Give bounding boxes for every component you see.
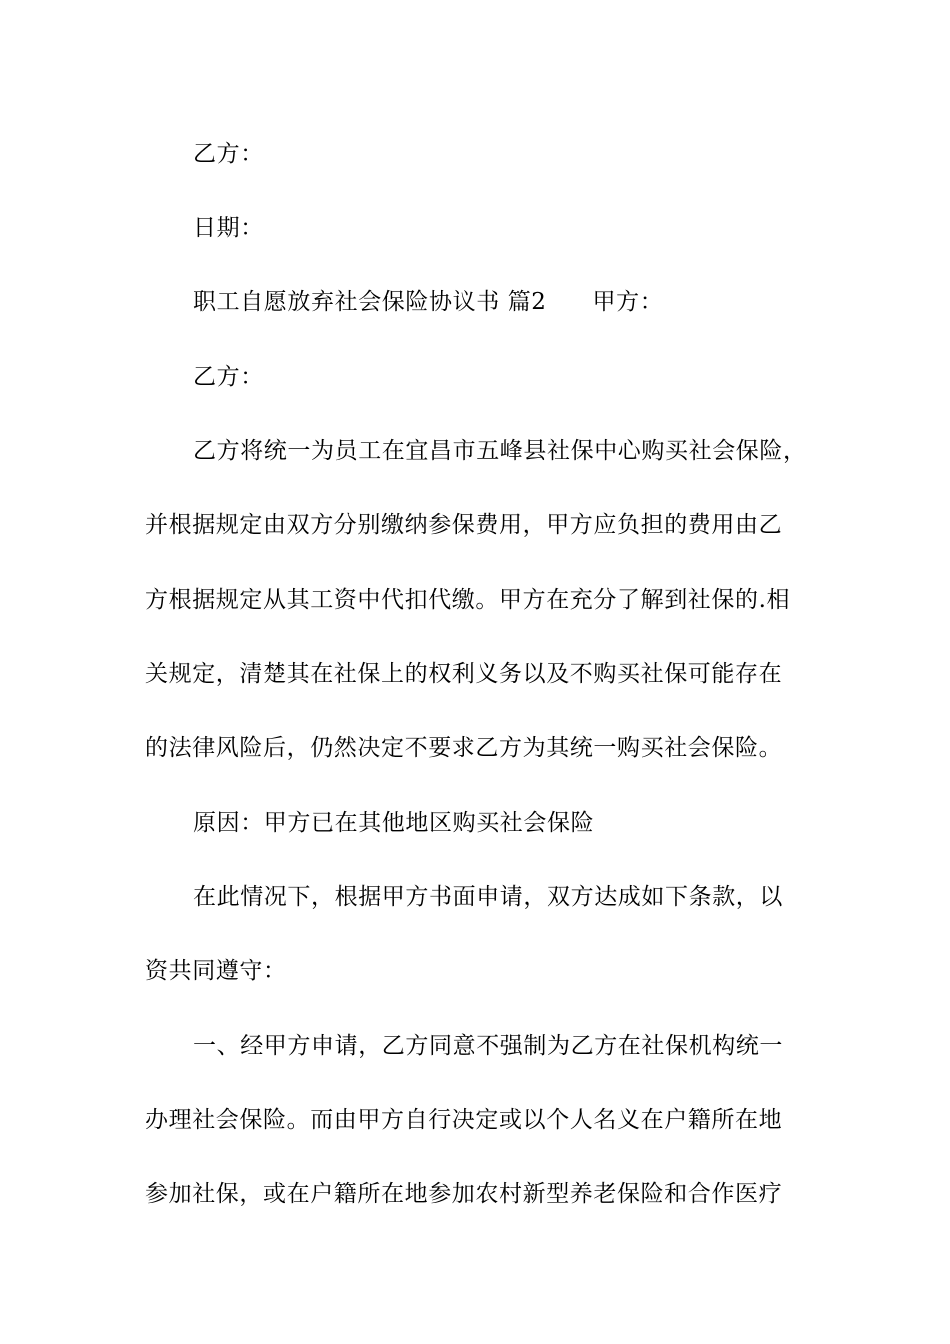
text-line: 一、经甲方申请，乙方同意不强制为乙方在社保机构统一 [193,1033,783,1059]
text-line: 的法律风险后，仍然决定不要求乙方为其统一购买社会保险。 [145,735,783,761]
text-line: 原因：甲方已在其他地区购买社会保险 [193,810,595,836]
text-line: 办理社会保险。而由甲方自行决定或以个人名义在户籍所在地 [145,1107,783,1133]
party-a-label: 甲方： [592,289,664,315]
text-line: 在此情况下，根据甲方书面申请，双方达成如下条款，以 [193,884,783,910]
text-line: 关规定，清楚其在社保上的权利义务以及不购买社保可能存在 [145,661,783,687]
text-line: 日期： [193,215,264,241]
text-line: 乙方： [193,364,264,390]
section-title: 职工自愿放弃社会保险协议书 篇2 [193,289,547,315]
text-line: 乙方将统一为员工在宜昌市五峰县社保中心购买社会保险， [193,438,807,464]
text-line: 乙方： [193,141,264,167]
text-line: 并根据规定由双方分别缴纳参保费用，甲方应负担的费用由乙 [145,512,783,538]
section-heading-line [193,287,873,317]
text-line: 资共同遵守： [145,958,287,984]
text-line: 参加社保，或在户籍所在地参加农村新型养老保险和合作医疗 [145,1181,783,1207]
text-line: 方根据规定从其工资中代扣代缴。甲方在充分了解到社保的.相 [145,587,791,613]
